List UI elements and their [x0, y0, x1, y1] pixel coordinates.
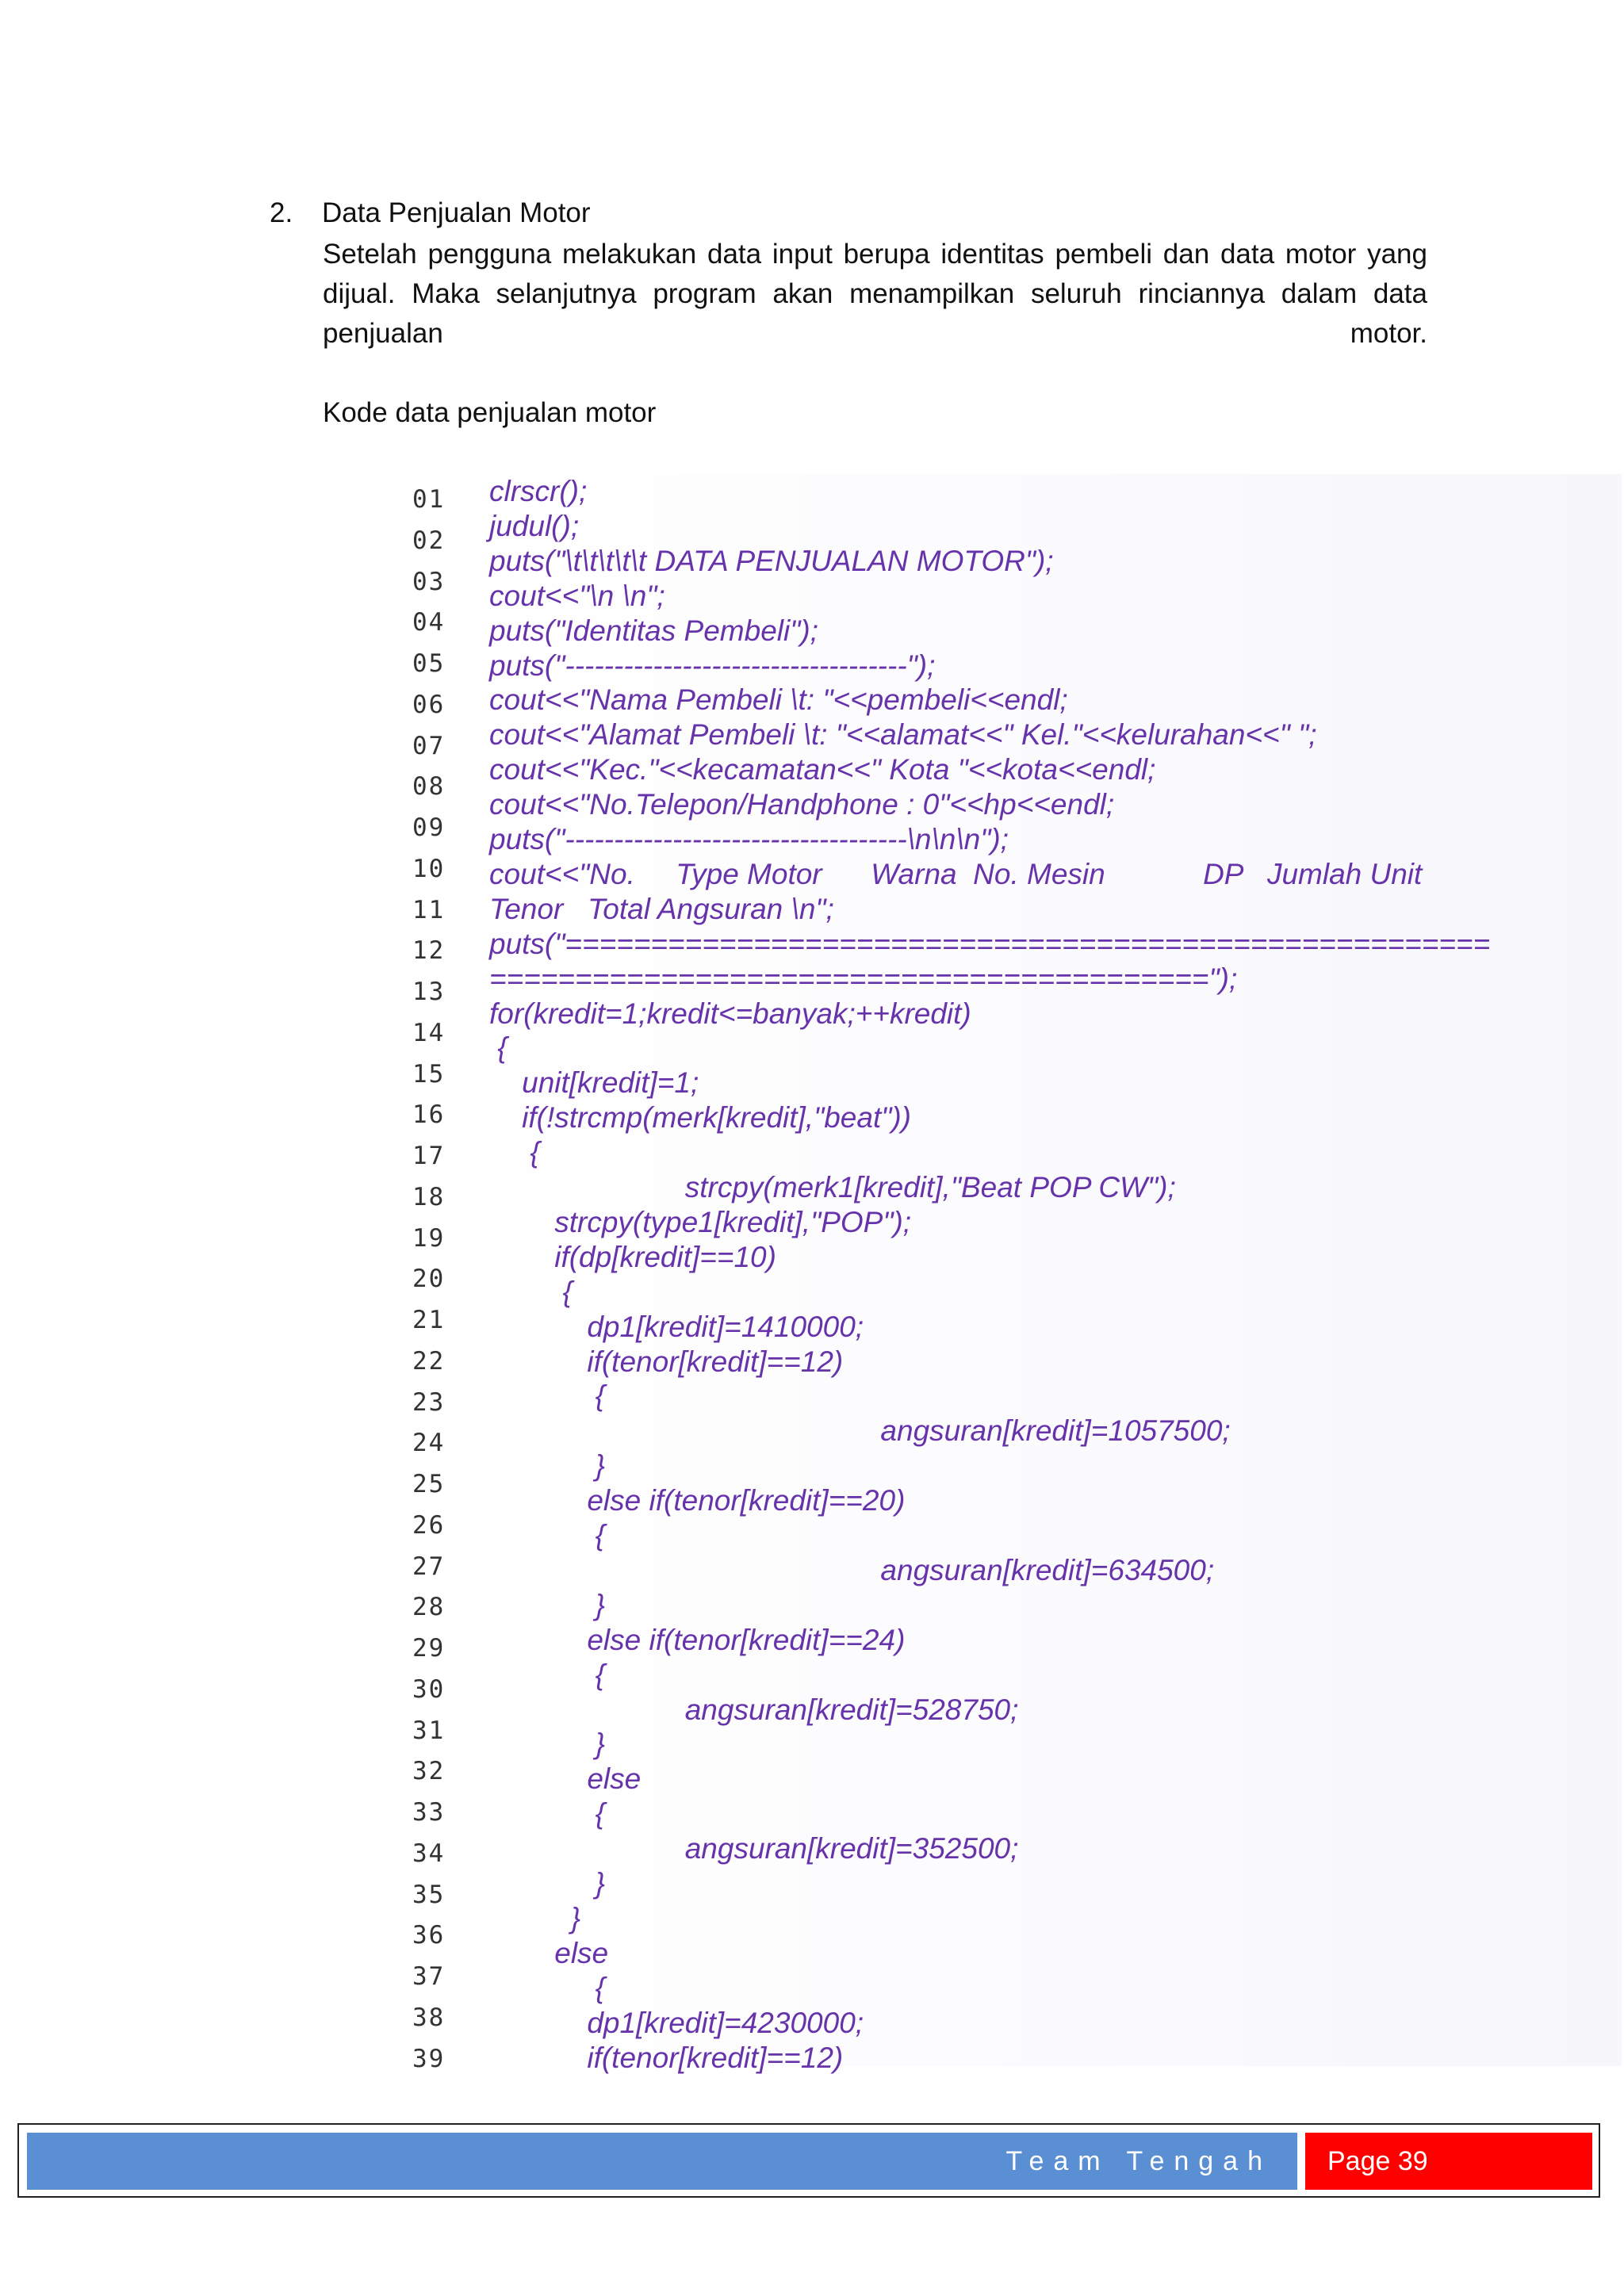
code-line: cout<<"Kec."<<kecamatan<<" Kota "<<kota<<endl;	[489, 753, 1156, 786]
code-line: }	[489, 1901, 581, 1934]
code-line: clrscr();	[489, 475, 588, 507]
code-line: strcpy(merk1[kredit],"Beat POP CW");	[489, 1171, 1176, 1203]
line-number: 04	[412, 608, 446, 637]
page-number: Page 39	[1327, 2146, 1428, 2176]
code-line: dp1[kredit]=1410000;	[489, 1310, 864, 1343]
code-line: angsuran[kredit]=352500;	[489, 1832, 1019, 1866]
line-number: 33	[412, 1798, 446, 1827]
footer-team-bar	[27, 2133, 1300, 2190]
line-number: 11	[412, 895, 446, 924]
code-line: cout<<"Nama Pembeli \t: "<<pembeli<<endl;	[489, 683, 1068, 717]
code-line: for(kredit=1;kredit<=banyak;++kredit)	[489, 997, 971, 1030]
code-line: cout<<"\n \n";	[489, 579, 665, 612]
line-number: 16	[412, 1100, 446, 1130]
code-line: else	[489, 1936, 609, 1969]
code-line: ==========================================");	[489, 962, 1238, 995]
code-line: if(tenor[kredit]==12)	[489, 1345, 844, 1378]
line-number: 39	[412, 2044, 446, 2073]
line-number: 35	[412, 1880, 446, 1909]
code-line: judul();	[489, 509, 580, 542]
code-line: {	[489, 1519, 605, 1552]
code-line: puts("-----------------------------------\n\n\n");	[489, 823, 1009, 855]
line-number: 12	[412, 936, 446, 966]
line-number: 06	[412, 690, 446, 719]
code-line: if(tenor[kredit]==12)	[489, 2041, 844, 2074]
code-line: if(dp[kredit]==10)	[489, 1240, 776, 1273]
line-number: 17	[412, 1142, 446, 1170]
code-line: puts("-----------------------------------");	[489, 649, 936, 682]
code-line: }	[489, 1728, 605, 1761]
line-number: 28	[412, 1593, 446, 1622]
line-number: 08	[412, 772, 446, 802]
code-line: }	[489, 1449, 605, 1483]
code-line: cout<<"No. Type Motor Warna No. Mesin DP Jumlah Unit	[489, 857, 1423, 890]
line-number: 30	[412, 1674, 446, 1704]
line-number: 03	[412, 567, 446, 596]
section-paragraph: Setelah pengguna melakukan data input berupa identitas pembeli dan data motor yang dijual. Maka selanjutnya program akan menampilkan seluruh rinciannya dalam data penjualan motor.	[323, 239, 1427, 349]
code-caption: Kode data penjualan motor	[323, 397, 657, 428]
code-line: else if(tenor[kredit]==24)	[489, 1623, 906, 1656]
code-line: else if(tenor[kredit]==20)	[489, 1484, 906, 1517]
line-number: 21	[412, 1306, 446, 1334]
line-number: 19	[412, 1223, 446, 1253]
line-number: 26	[412, 1510, 446, 1540]
code-line: angsuran[kredit]=528750;	[489, 1693, 1019, 1726]
code-line: unit[kredit]=1;	[489, 1066, 699, 1100]
code-line: puts("Identitas Pembeli");	[489, 614, 818, 647]
section-title: Data Penjualan Motor	[322, 197, 591, 228]
line-number: 25	[412, 1470, 446, 1498]
code-line: Tenor Total Angsuran \n";	[489, 892, 834, 925]
code-line: strcpy(type1[kredit],"POP");	[489, 1205, 912, 1238]
line-number: 23	[412, 1387, 446, 1417]
code-line: {	[489, 1275, 573, 1308]
code-line: cout<<"Alamat Pembeli \t: "<<alamat<<" Kel."<<kelurahan<<" ";	[489, 718, 1317, 752]
line-number: 36	[412, 1921, 446, 1950]
line-number: 10	[412, 854, 446, 883]
footer-team-name: Team Tengah	[1005, 2146, 1272, 2176]
code-line: {	[489, 1031, 508, 1065]
line-number: 38	[412, 2003, 446, 2032]
footer-page-box	[1305, 2133, 1592, 2190]
code-line: {	[489, 1658, 605, 1691]
line-number: 24	[412, 1429, 446, 1458]
line-number: 32	[412, 1757, 446, 1786]
line-number: 01	[412, 485, 446, 514]
code-line: {	[489, 1380, 605, 1413]
code-line: else	[489, 1762, 642, 1796]
line-number: 22	[412, 1346, 446, 1376]
code-line: }	[489, 1867, 605, 1900]
line-number: 27	[412, 1552, 446, 1581]
line-number: 29	[412, 1634, 446, 1663]
code-line: puts("\t\t\t\t\t DATA PENJUALAN MOTOR");	[489, 544, 1054, 577]
code-line: }	[489, 1588, 605, 1621]
code-line: angsuran[kredit]=634500;	[489, 1553, 1215, 1586]
line-number: 34	[412, 1839, 446, 1868]
line-number: 20	[412, 1265, 446, 1294]
line-number: 05	[412, 649, 446, 678]
line-number: 15	[412, 1059, 446, 1089]
code-line: {	[489, 1136, 540, 1169]
line-number: 09	[412, 813, 446, 842]
line-number: 07	[412, 731, 446, 760]
code-line: {	[489, 1797, 605, 1831]
line-number: 14	[412, 1018, 446, 1047]
code-line: if(!strcmp(merk[kredit],"beat"))	[489, 1101, 912, 1135]
code-line: angsuran[kredit]=1057500;	[489, 1414, 1231, 1448]
line-number: 18	[412, 1182, 446, 1211]
code-line: {	[489, 1971, 605, 2004]
section-number: 2.	[270, 197, 293, 228]
code-line: puts("======================================================	[489, 927, 1491, 960]
code-line: cout<<"No.Telepon/Handphone : 0"<<hp<<endl;	[489, 788, 1115, 821]
code-line: dp1[kredit]=4230000;	[489, 2006, 864, 2039]
line-number: 31	[412, 1716, 446, 1745]
line-number: 37	[412, 1962, 446, 1991]
line-number: 02	[412, 526, 446, 555]
line-number: 13	[412, 978, 446, 1006]
